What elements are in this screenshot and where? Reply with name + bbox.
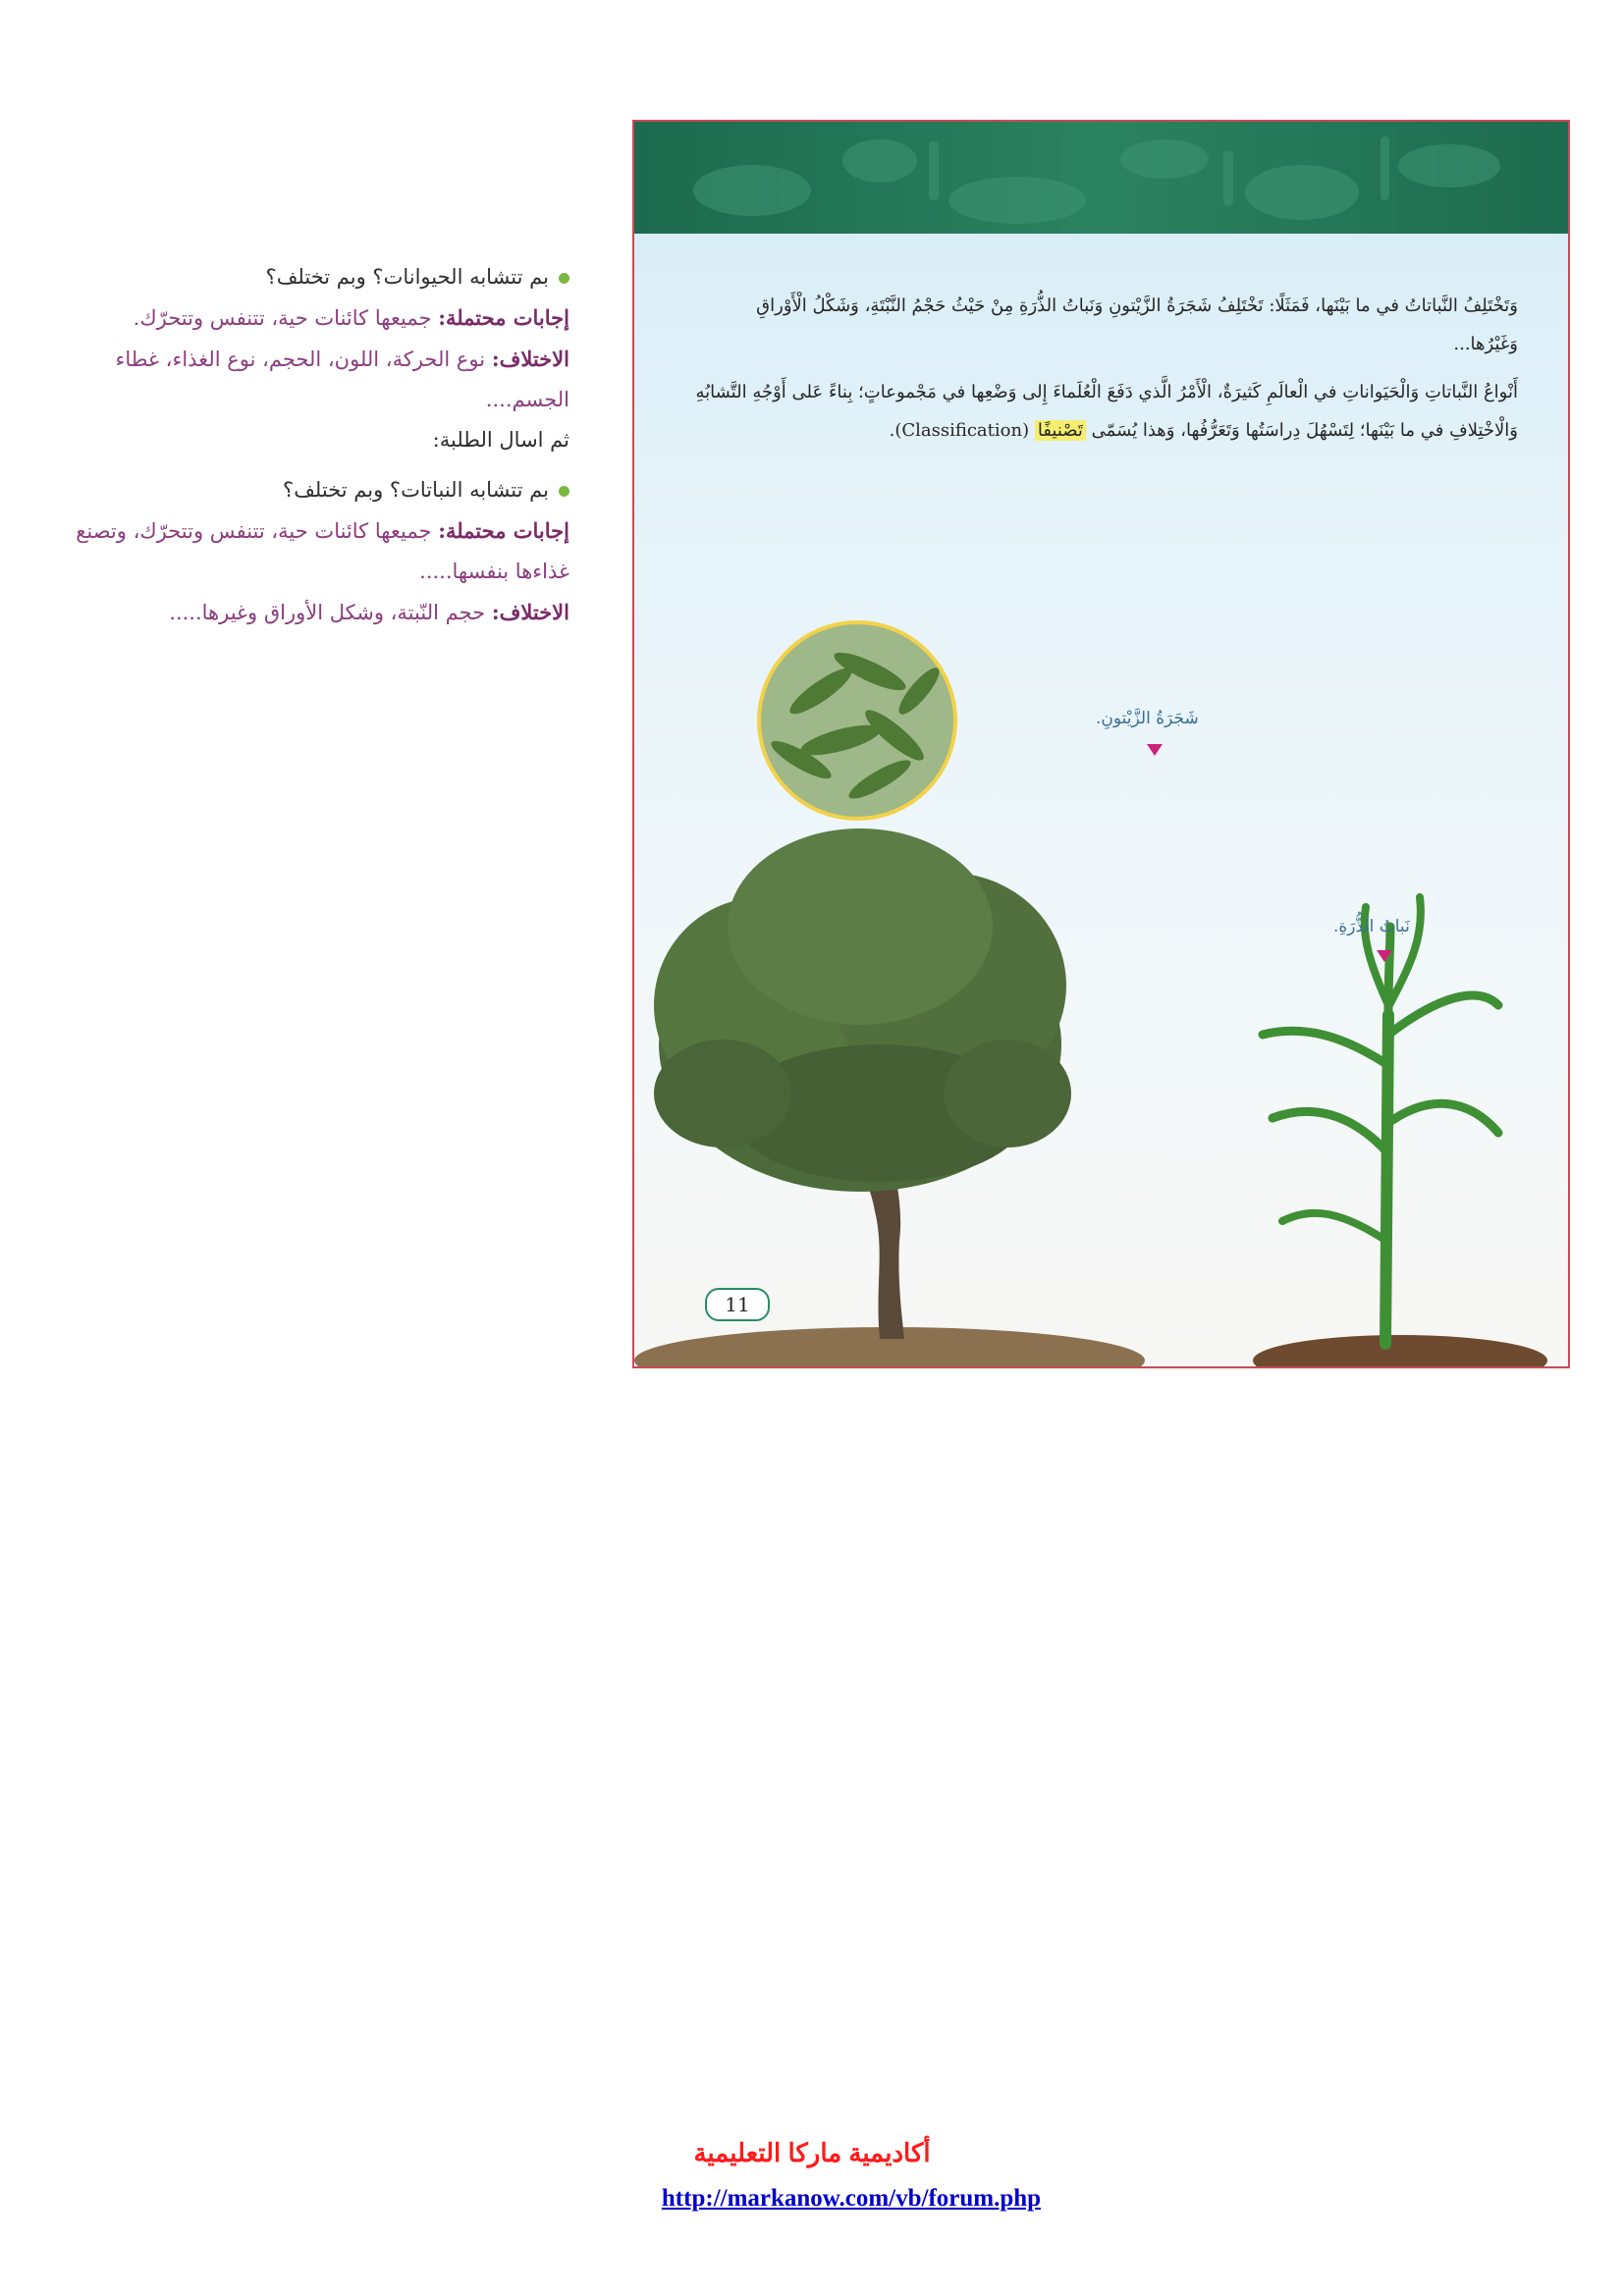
olive-leaves-closeup-image bbox=[759, 622, 955, 819]
question-animals-text: بم تتشابه الحيوانات؟ وبم تختلف؟ bbox=[265, 265, 549, 289]
academy-name: أكاديمية ماركا التعليمية bbox=[693, 2138, 931, 2167]
animals-difference bbox=[39, 339, 569, 420]
english-term: (Classification). bbox=[889, 420, 1030, 441]
plants-difference bbox=[39, 592, 569, 633]
answer-label: إجابات محتملة: bbox=[438, 518, 569, 543]
olive-tree-label: شَجَرَةُ الزَّيْتونِ. bbox=[1096, 709, 1199, 728]
olive-pointer-icon bbox=[1147, 744, 1163, 756]
page-number: 11 bbox=[705, 1288, 770, 1321]
green-bullet-icon bbox=[559, 273, 569, 284]
question-animals bbox=[39, 257, 569, 297]
forum-link[interactable]: http://markanow.com/vb/forum.php bbox=[661, 2185, 1042, 2212]
teacher-notes bbox=[39, 257, 569, 633]
paragraph-differences: وَتَخْتَلِفُ النَّباتاتُ في ما بَيْنَها، فَمَثَلًا: تَخْتَلِفُ شَجَرَةُ الزَّيْتونِ وَنَباتُ الذُّرَةِ مِنْ حَيْثُ حَجْمُ النَّبْتَةِ، وَشَكْلُ الْأَوْراقِ وَغَيْرُها... bbox=[756, 295, 1518, 354]
corn-pointer-icon bbox=[1377, 950, 1392, 962]
question-plants-text: بم تتشابه النباتات؟ وبم تختلف؟ bbox=[283, 478, 549, 502]
answer-text: جميعها كائنات حية، تتنفس وتتحرّك. bbox=[133, 306, 432, 330]
difference-label: الاختلاف: bbox=[491, 347, 569, 371]
corn-plant-image bbox=[1263, 897, 1498, 1344]
textbook-page bbox=[632, 120, 1570, 1368]
plants-answer bbox=[39, 510, 569, 592]
paragraph-classification-text: أَنْواعُ النَّباتاتِ وَالْحَيَواناتِ في الْعالَمِ كَثيرَةٌ، الْأَمْرُ الَّذي دَفَعَ الْعُلَماءَ إِلى وَضْعِها في مَجْموعاتٍ؛ بِناءً عَلى أَوْجُهِ التَّشابُهِ وَالْاخْتِلافِ في ما بَيْنَها؛ لِتَسْهُلَ دِراسَتُها وَتَعَرُّفُها، وَهذا يُسَمّى bbox=[695, 382, 1518, 441]
difference-text: نوع الحركة، اللون، الحجم، نوع الغذاء، غطاء الجسم.... bbox=[115, 347, 569, 411]
highlighted-term: تَصْنيفًا bbox=[1035, 420, 1086, 441]
difference-text: حجم النّبتة، وشكل الأوراق وغيرها..... bbox=[169, 601, 486, 624]
olive-tree-image bbox=[654, 828, 1071, 1339]
answer-label: إجابات محتملة: bbox=[438, 305, 569, 330]
animals-answer bbox=[39, 297, 569, 339]
then-ask-text: ثم اسال الطلبة: bbox=[432, 428, 569, 452]
question-plants bbox=[39, 470, 569, 510]
plants-illustration bbox=[634, 122, 1570, 1368]
corn-plant-label: نَباتُ الذُّرَةِ. bbox=[1333, 917, 1410, 936]
green-bullet-icon bbox=[559, 486, 569, 497]
answer-text: جميعها كائنات حية، تتنفس وتتحرّك، وتصنع غذاءها بنفسها..... bbox=[76, 519, 569, 583]
ground-corn bbox=[1253, 1335, 1547, 1368]
difference-label: الاختلاف: bbox=[491, 600, 569, 624]
